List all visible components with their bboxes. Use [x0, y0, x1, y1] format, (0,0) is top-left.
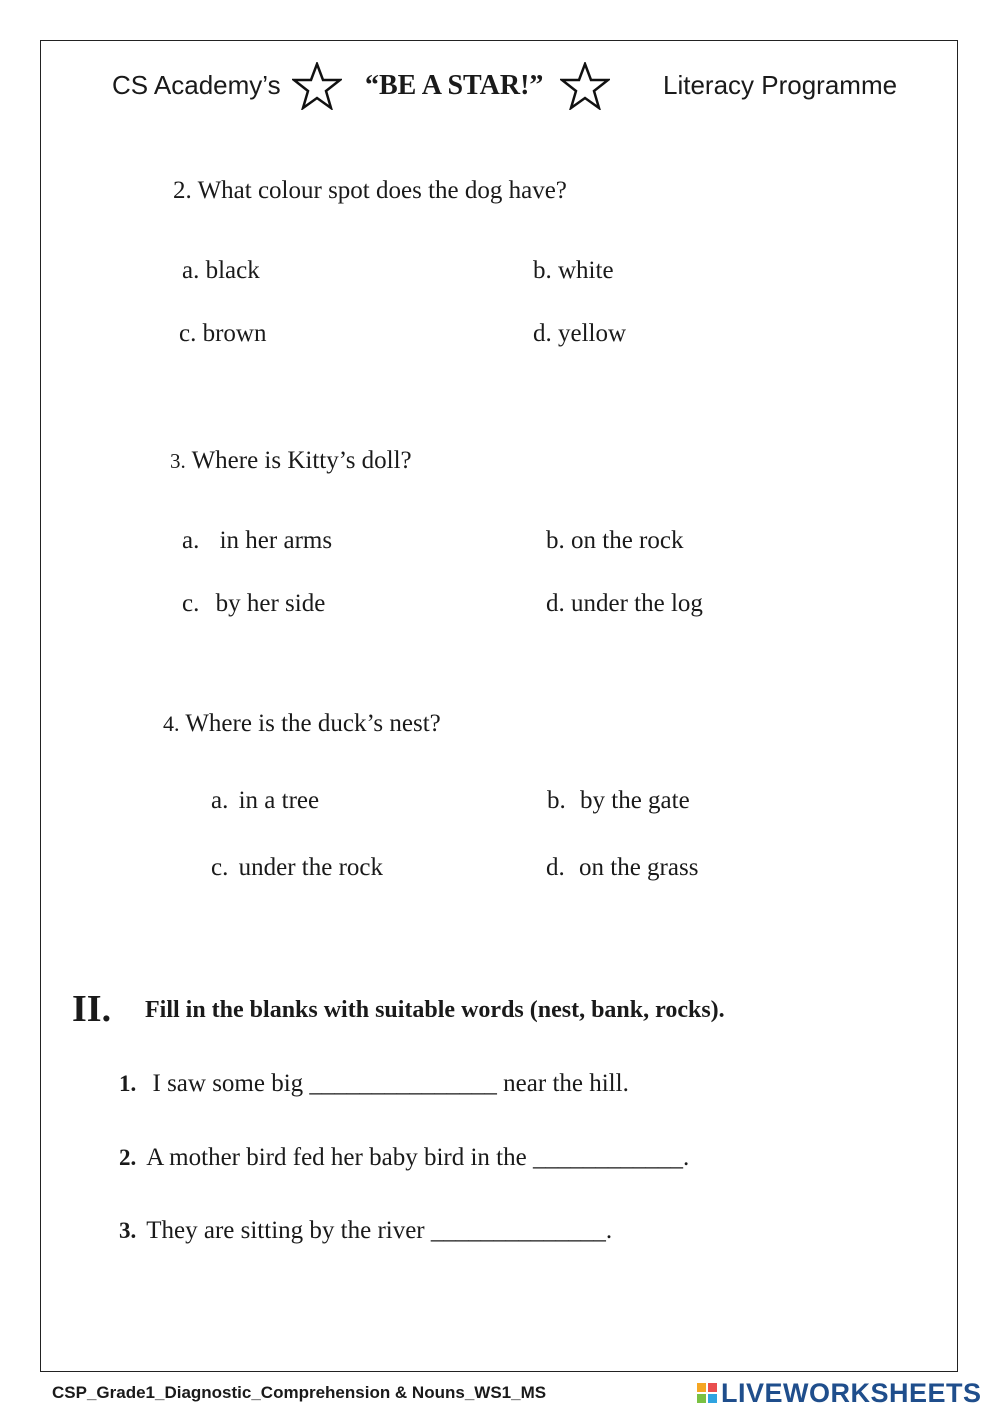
option-text: brown: [202, 320, 267, 347]
option-text: in a tree: [238, 787, 320, 814]
option-letter: a.: [182, 527, 200, 554]
option-3b[interactable]: [546, 527, 683, 555]
option-text: white: [558, 257, 614, 284]
option-letter: d.: [546, 854, 565, 881]
option-2b[interactable]: [533, 257, 614, 285]
option-2d[interactable]: [533, 320, 626, 348]
worksheet-frame: [40, 40, 958, 1372]
option-2c[interactable]: [179, 320, 267, 348]
section-numeral: II.: [72, 988, 112, 1030]
option-letter: b.: [546, 527, 565, 554]
option-2a[interactable]: [182, 257, 260, 285]
option-letter: b.: [547, 787, 566, 814]
option-text: in her arms: [219, 527, 333, 554]
item-text-after: .: [682, 1144, 690, 1171]
option-text: by her side: [215, 590, 326, 617]
blank-input[interactable]: ______________: [430, 1217, 606, 1244]
option-text: black: [205, 257, 260, 284]
item-number: 2.: [119, 1145, 137, 1170]
star-outline-icon: [292, 62, 342, 110]
option-4c[interactable]: [211, 854, 383, 882]
option-3a[interactable]: [182, 527, 332, 555]
question-text: Where is Kitty’s doll?: [191, 447, 412, 474]
fill-item-2: [119, 1144, 689, 1172]
item-text-before: I saw some big: [152, 1070, 304, 1097]
option-4b[interactable]: [547, 787, 690, 815]
question-number: 2.: [173, 177, 192, 204]
item-number: 3.: [119, 1218, 137, 1243]
liveworksheets-logo[interactable]: [697, 1378, 982, 1408]
item-text-before: A mother bird fed her baby bird in the: [146, 1144, 527, 1171]
brand-text: LIVEWORKSHEETS: [721, 1377, 982, 1408]
item-text-before: They are sitting by the river: [146, 1217, 425, 1244]
question-text: Where is the duck’s nest?: [185, 710, 441, 737]
document-code: CSP_Grade1_Diagnostic_Comprehension & Nouns_WS1_MS: [52, 1383, 547, 1402]
option-4d[interactable]: [546, 854, 698, 882]
item-text-after: near the hill.: [503, 1070, 629, 1097]
section-title: Fill in the blanks with suitable words (nest, bank, rocks).: [145, 997, 725, 1023]
option-letter: c.: [179, 320, 197, 347]
option-letter: a.: [182, 257, 200, 284]
header-academy: CS Academy’s: [112, 70, 281, 100]
item-number: 1.: [119, 1071, 137, 1096]
item-text-after: .: [605, 1217, 613, 1244]
option-text: under the log: [571, 590, 703, 617]
option-text: by the gate: [580, 787, 690, 814]
question-number: 3.: [170, 449, 186, 473]
option-letter: c.: [182, 590, 200, 617]
option-text: on the grass: [579, 854, 699, 881]
question-4: [163, 710, 441, 738]
option-letter: d.: [546, 590, 565, 617]
option-3c[interactable]: [182, 590, 325, 618]
option-text: on the rock: [571, 527, 684, 554]
question-3: [170, 447, 412, 475]
question-2: [173, 177, 567, 205]
header-title: “BE A STAR!”: [365, 70, 544, 101]
star-outline-icon: [560, 62, 610, 110]
blank-input[interactable]: ____________: [532, 1144, 683, 1171]
option-letter: b.: [533, 257, 552, 284]
option-3d[interactable]: [546, 590, 703, 618]
option-4a[interactable]: [211, 787, 319, 815]
question-number: 4.: [163, 711, 180, 736]
liveworksheets-logo-icon: [697, 1383, 717, 1403]
fill-item-3: [119, 1217, 612, 1245]
option-text: yellow: [558, 320, 627, 347]
blank-input[interactable]: _______________: [309, 1070, 497, 1097]
option-text: under the rock: [238, 854, 383, 881]
header-programme: Literacy Programme: [663, 70, 898, 100]
question-text: What colour spot does the dog have?: [197, 177, 567, 204]
option-letter: d.: [533, 320, 552, 347]
option-letter: a.: [211, 787, 229, 814]
option-letter: c.: [211, 854, 229, 881]
fill-item-1: [119, 1070, 629, 1098]
